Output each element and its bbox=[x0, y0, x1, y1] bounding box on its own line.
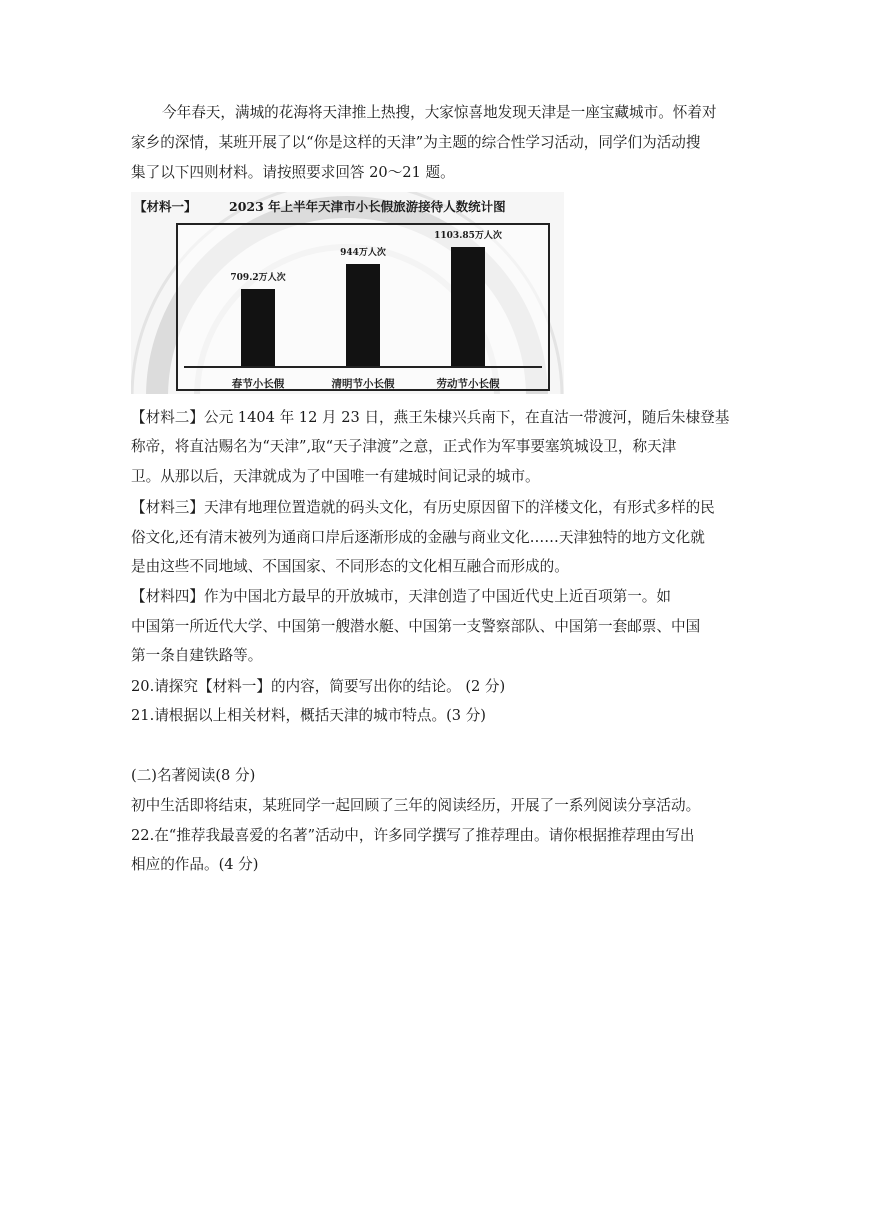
material4-line-3: 第一条自建铁路等。 bbox=[131, 647, 263, 664]
material3-line-3: 是由这些不同地域、不国国家、不同形态的文化相互融合而形成的。 bbox=[131, 558, 569, 575]
material4-line-2: 中国第一所近代大学、中国第一艘潜水艇、中国第一支警察部队、中国第一套邮票、中国 bbox=[131, 618, 701, 635]
question-20: 20.请探究【材料一】的内容，简要写出你的结论。 (2 分) bbox=[131, 678, 506, 695]
material2-line-3: 卫。从那以后，天津就成为了中国唯一有建城时间记录的城市。 bbox=[131, 468, 540, 485]
chart-bar-1 bbox=[241, 289, 275, 366]
chart-plot-area bbox=[176, 223, 550, 391]
chart-bar-3 bbox=[451, 247, 485, 366]
chart-value-label-1: 709.2万人次 bbox=[230, 273, 286, 283]
material3-line-1: 【材料三】天津有地理位置造就的码头文化，有历史原因留下的洋楼文化，有形式多样的民 bbox=[131, 499, 715, 516]
material2-line-2: 称帝，将直沽赐名为“天津”,取“天子津渡”之意，正式作为军事要塞筑城设卫，称天津 bbox=[131, 438, 677, 455]
chart-x-axis bbox=[184, 366, 542, 368]
chart-value-label-2: 944万人次 bbox=[340, 248, 386, 258]
material1-label: 【材料一】 bbox=[134, 199, 197, 214]
chart-value-label-3: 1103.85万人次 bbox=[434, 231, 502, 241]
intro-line-2: 家乡的深情，某班开展了以“你是这样的天津”为主题的综合性学习活动，同学们为活动搜 bbox=[131, 134, 701, 151]
question-22-line-1: 22.在“推荐我最喜爱的名著”活动中，许多同学撰写了推荐理由。请你根据推荐理由写出 bbox=[131, 827, 695, 844]
chart-title: 2023 年上半年天津市小长假旅游接待人数统计图 bbox=[229, 199, 506, 214]
question-22-line-2: 相应的作品。(4 分) bbox=[131, 856, 259, 873]
chart-category-label-3: 劳动节小长假 bbox=[436, 378, 500, 390]
section2-title: (二)名著阅读(8 分) bbox=[131, 767, 256, 784]
chart-category-label-2: 清明节小长假 bbox=[331, 378, 395, 390]
material4-line-1: 【材料四】作为中国北方最早的开放城市，天津创造了中国近代史上近百项第一。如 bbox=[131, 588, 671, 605]
chart-bar-2 bbox=[346, 264, 380, 366]
chart-category-label-1: 春节小长假 bbox=[231, 378, 285, 390]
section2-intro: 初中生活即将结束，某班同学一起回顾了三年的阅读经历，开展了一系列阅读分享活动。 bbox=[131, 797, 701, 814]
intro-line-1: 今年春天，满城的花海将天津推上热搜，大家惊喜地发现天津是一座宝藏城市。怀着对 bbox=[162, 104, 717, 121]
material1-figure bbox=[131, 192, 564, 394]
question-21: 21.请根据以上相关材料，概括天津的城市特点。(3 分) bbox=[131, 707, 486, 724]
intro-line-3: 集了以下四则材料。请按照要求回答 20～21 题。 bbox=[131, 164, 455, 181]
material3-line-2: 俗文化,还有清末被列为通商口岸后逐渐形成的金融与商业文化……天津独特的地方文化就 bbox=[131, 529, 705, 546]
material2-line-1: 【材料二】公元 1404 年 12 月 23 日，燕王朱棣兴兵南下，在直沽一带渡河，随后朱棣登基 bbox=[131, 409, 730, 426]
